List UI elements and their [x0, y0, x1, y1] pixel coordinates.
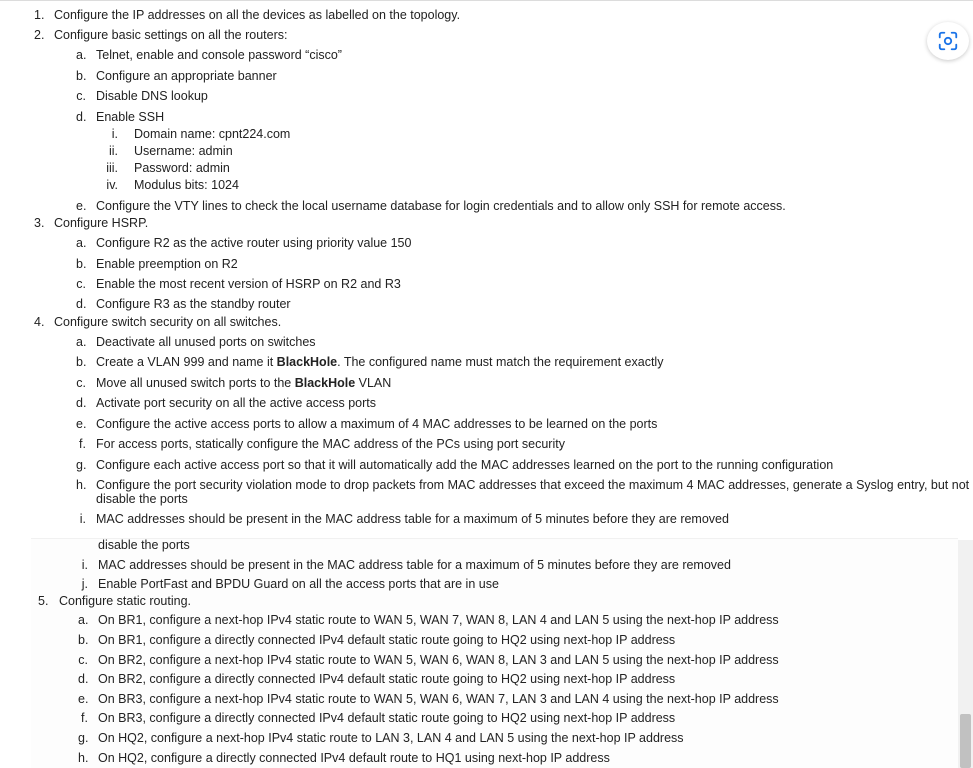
list-item-4h-cont-dup: disable the ports	[98, 538, 190, 552]
google-lens-icon	[937, 30, 959, 52]
top-border	[0, 0, 973, 1]
scrollbar-thumb[interactable]	[960, 714, 971, 768]
list-item-4h-cont: disable the ports	[96, 492, 188, 506]
google-lens-button[interactable]	[927, 22, 969, 60]
